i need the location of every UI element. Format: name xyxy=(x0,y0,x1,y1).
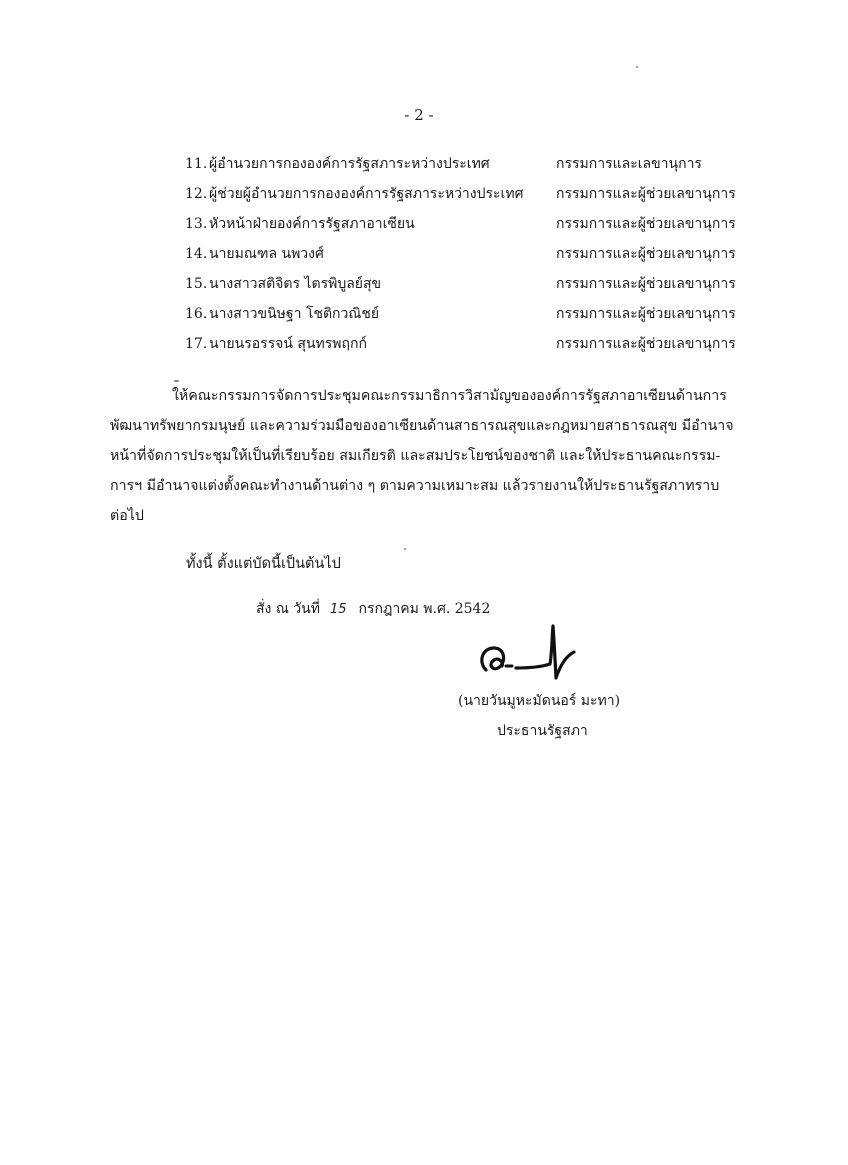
member-name: ผู้ช่วยผู้อำนวยการกององค์การรัฐสภาระหว่างประเทศ xyxy=(209,186,524,202)
member-number: 15. xyxy=(185,276,208,292)
member-name: นางสาวสติจิตร ไตรพิบูลย์สุข xyxy=(209,276,382,292)
paragraph-line: พัฒนาทรัพยากรมนุษย์ และความร่วมมือของอาเซียนด้านสาธารณสุขและกฎหมายสาธารณสุข มีอำนาจ xyxy=(110,418,734,434)
paragraph-line: ให้คณะกรรมการจัดการประชุมคณะกรรมาธิการวิสามัญขององค์การรัฐสภาอาเซียนด้านการ xyxy=(172,388,727,404)
effective-statement: ทั้งนี้ ตั้งแต่บัดนี้เป็นต้นไป xyxy=(186,556,341,572)
signer-name: (นายวันมูหะมัดนอร์ มะทา) xyxy=(458,693,621,709)
member-row xyxy=(0,301,848,327)
scan-speck xyxy=(174,380,179,382)
member-number: 14. xyxy=(185,246,208,262)
member-name: นางสาวขนิษฐา โชติกวณิชย์ xyxy=(209,306,380,322)
member-name: หัวหน้าฝ่ายองค์การรัฐสภาอาเซียน xyxy=(209,216,415,232)
page-number: - 2 - xyxy=(404,106,434,124)
member-number: 16. xyxy=(185,306,208,322)
member-row xyxy=(0,211,848,237)
member-number: 17. xyxy=(185,336,208,352)
scan-speck xyxy=(636,66,638,68)
member-number: 11. xyxy=(185,156,208,172)
member-number: 12. xyxy=(185,186,208,202)
signature-mark xyxy=(476,622,586,684)
order-day: 15 xyxy=(329,602,347,617)
member-role: กรรมการและผู้ช่วยเลขานุการ xyxy=(556,186,736,202)
member-row xyxy=(0,271,848,297)
order-month-year: กรกฎาคม พ.ศ. 2542 xyxy=(358,601,491,617)
member-name: ผู้อำนวยการกององค์การรัฐสภาระหว่างประเทศ xyxy=(209,156,490,172)
member-number: 13. xyxy=(185,216,208,232)
member-row xyxy=(0,331,848,357)
member-role: กรรมการและผู้ช่วยเลขานุการ xyxy=(556,306,736,322)
member-role: กรรมการและเลขานุการ xyxy=(556,156,702,172)
member-role: กรรมการและผู้ช่วยเลขานุการ xyxy=(556,336,736,352)
scan-speck xyxy=(404,548,406,550)
member-role: กรรมการและผู้ช่วยเลขานุการ xyxy=(556,246,736,262)
member-row xyxy=(0,241,848,267)
member-name: นายมณฑล นพวงศ์ xyxy=(209,246,324,262)
order-date xyxy=(256,598,490,620)
paragraph-line: การฯ มีอำนาจแต่งตั้งคณะทำงานด้านต่าง ๆ ตามความเหมาะสม แล้วรายงานให้ประธานรัฐสภาทราบ xyxy=(110,478,720,494)
order-prefix: สั่ง ณ วันที่ xyxy=(256,601,320,617)
member-row xyxy=(0,151,848,177)
member-name: นายนรอรรจน์ สุนทรพฤกก์ xyxy=(209,336,367,352)
paragraph-line: ต่อไป xyxy=(110,508,144,524)
member-role: กรรมการและผู้ช่วยเลขานุการ xyxy=(556,276,736,292)
member-row xyxy=(0,181,848,207)
member-role: กรรมการและผู้ช่วยเลขานุการ xyxy=(556,216,736,232)
paragraph-line: หน้าที่จัดการประชุมให้เป็นที่เรียบร้อย สมเกียรติ และสมประโยชน์ของชาติ และให้ประธานคณะกรรม- xyxy=(110,448,721,464)
signer-title: ประธานรัฐสภา xyxy=(497,723,588,739)
